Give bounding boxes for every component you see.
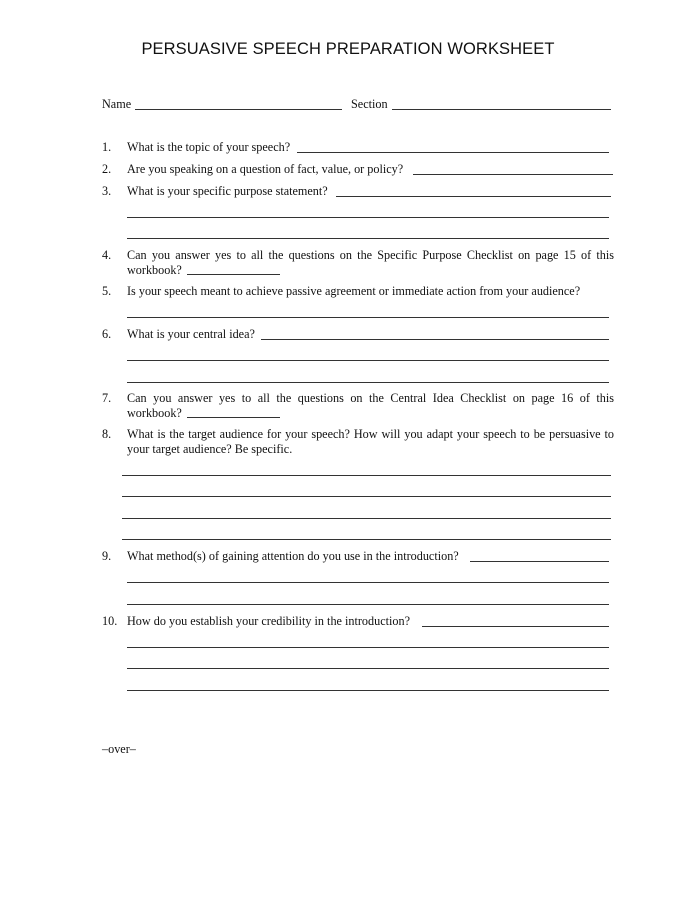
question-8-text-cont: your target audience? Be specific. (127, 442, 293, 456)
answer-line-q5[interactable] (127, 317, 609, 318)
question-number: 10. (102, 614, 118, 628)
question-7-text: Can you answer yes to all the questions on the Central Idea Checklist on page 16 of this (127, 391, 614, 405)
question-7-text-cont: workbook? (127, 406, 182, 420)
answer-line-q9[interactable] (470, 561, 609, 562)
question-number: 5. (102, 284, 112, 298)
question-2-text: Are you speaking on a question of fact, value, or policy? (127, 162, 404, 176)
answer-line-q3[interactable] (336, 196, 611, 197)
section-field[interactable] (392, 109, 611, 110)
answer-line-q7[interactable] (187, 417, 280, 418)
page-title: PERSUASIVE SPEECH PREPARATION WORKSHEET (141, 40, 555, 58)
answer-line-q10[interactable] (127, 647, 609, 648)
answer-line-q9[interactable] (127, 582, 609, 583)
question-8-text: What is the target audience for your speech? How will you adapt your speech to be persuasive to (127, 427, 614, 441)
question-4-text: Can you answer yes to all the questions on the Specific Purpose Checklist on page 15 of this (127, 248, 614, 262)
answer-line-q3[interactable] (127, 238, 609, 239)
answer-line-q2[interactable] (413, 174, 613, 175)
question-3-text: What is your specific purpose statement? (127, 184, 328, 198)
question-number: 8. (102, 427, 112, 441)
question-number: 1. (102, 140, 112, 154)
question-4-text-cont: workbook? (127, 263, 182, 277)
question-number: 3. (102, 184, 112, 198)
answer-line-q10[interactable] (127, 690, 609, 691)
question-1-text: What is the topic of your speech? (127, 140, 291, 154)
answer-line-q10[interactable] (422, 626, 609, 627)
answer-line-q10[interactable] (127, 668, 609, 669)
answer-line-q8[interactable] (122, 475, 611, 476)
over-footer: –over– (102, 742, 136, 756)
answer-line-q4[interactable] (187, 274, 280, 275)
question-6-text: What is your central idea? (127, 327, 255, 341)
name-field[interactable] (135, 109, 342, 110)
question-number: 4. (102, 248, 112, 262)
answer-line-q6[interactable] (261, 339, 609, 340)
question-number: 2. (102, 162, 112, 176)
answer-line-q1[interactable] (297, 152, 609, 153)
answer-line-q8[interactable] (122, 496, 611, 497)
answer-line-q8[interactable] (122, 539, 611, 540)
answer-line-q6[interactable] (127, 382, 609, 383)
question-9-text: What method(s) of gaining attention do you use in the introduction? (127, 549, 459, 563)
question-10-text: How do you establish your credibility in the introduction? (127, 614, 410, 628)
answer-line-q9[interactable] (127, 604, 609, 605)
question-number: 7. (102, 391, 112, 405)
answer-line-q8[interactable] (122, 518, 611, 519)
name-label: Name (102, 97, 132, 111)
question-number: 6. (102, 327, 112, 341)
question-number: 9. (102, 549, 112, 563)
answer-line-q3[interactable] (127, 217, 609, 218)
section-label: Section (351, 97, 388, 111)
answer-line-q6[interactable] (127, 360, 609, 361)
question-5-text: Is your speech meant to achieve passive agreement or immediate action from your audience? (127, 284, 581, 298)
